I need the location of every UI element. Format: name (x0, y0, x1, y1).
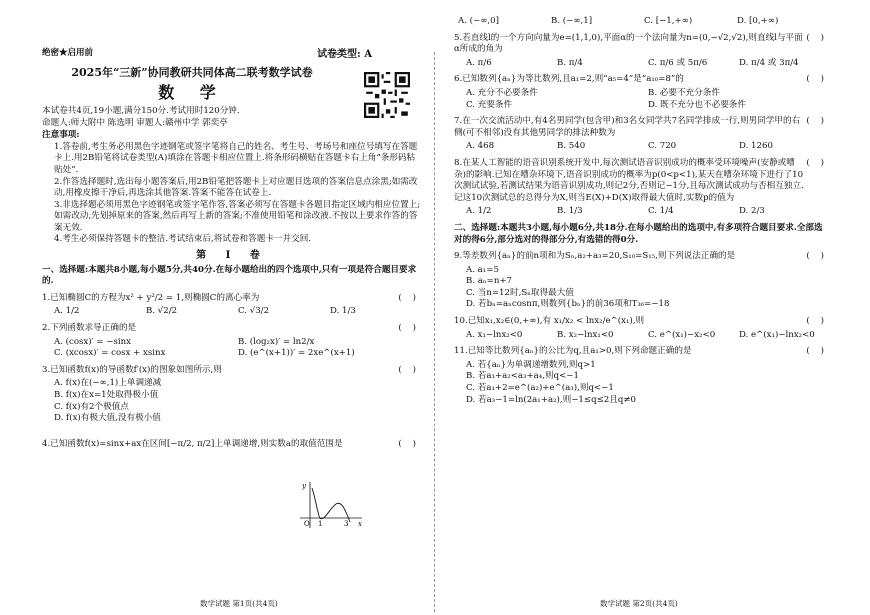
question-10: 10.已知x₁,x₂∈(0,+∞),有 x₁/x₂ < lnx₂/e^(x₁),则 ( ) (454, 316, 824, 327)
question-8: 8.在某人工智能的语音识别系统开发中,每次测试语音识别成功的概率受环境噪声(安静或嘈杂)的影响.已知在嘈杂环境下,语音识别成功的概率为p(0<p<1),某天在嘈杂环境下进行了10次测试试验,若测试结果为语音识别成功,则记2分,否则记−1分,且每次测试成功与否相互独立.记这10次测试总的总得分为X,则当E(X)+D(X)取得最大值时,实数p的值为 ( ) (454, 157, 824, 203)
option-c: C. 1/4 (648, 206, 674, 217)
option-d: D. 既不充分也不必要条件 (648, 99, 746, 110)
option-c: C. 当n=12时,Sₙ取得最大值 (466, 287, 574, 298)
paper-type: 试卷类型: A (317, 49, 372, 60)
option-b: B. f(x)在x=1处取得极小值 (54, 389, 159, 400)
note-4: 4.考生必须保持答题卡的整洁.考试结束后,将试卷和答题卡一并交回. (54, 234, 312, 245)
page-right (440, 0, 870, 615)
graph-y-label: y (302, 482, 306, 490)
confidential-label: 绝密★启用前 (42, 48, 94, 58)
option-d: D. [0,+∞) (737, 16, 779, 26)
question-3-options (42, 378, 292, 424)
page-divider (434, 52, 435, 612)
question-2-options (42, 337, 422, 360)
volume-title: 第 Ⅰ 卷 (196, 250, 268, 262)
qr-code-icon (364, 72, 410, 118)
option-a: A. x₁−lnx₂<0 (466, 329, 523, 340)
question-8-options (454, 206, 830, 218)
option-a: A. (cosx)′ = −sinx (54, 336, 131, 347)
question-11-options (454, 360, 830, 406)
section2-heading: 二、选择题:本题共3小题,每小题6分,共18分.在每小题给出的选项中,有多项符合题目要求.全部选对的得6分,部分选对的得部分分,有选错的得0分. (454, 222, 823, 245)
option-b: B. √2/2 (146, 306, 178, 317)
option-d: D. e^(x₁)−lnx₂<0 (739, 329, 815, 340)
option-d: D. f(x)有极大值,没有极小值 (54, 413, 161, 424)
question-4-options (454, 16, 830, 28)
question-4: 4.已知函数f(x)=sinx+ax在区间[−π/2, π/2]上单调递增,则实数a的取值范围是 ( ) (42, 438, 416, 449)
notes-title: 注意事项: (42, 130, 80, 141)
option-c: C. √3/2 (238, 306, 270, 317)
option-c: C. 720 (648, 141, 677, 152)
option-d: D. 若a₃−1=ln(2a₁+a₂),则−1≤q≤2且q≠0 (466, 394, 636, 405)
option-c: C. 充要条件 (466, 99, 513, 110)
option-a: A. 充分不必要条件 (466, 87, 538, 98)
question-6: 6.已知数列{aₙ}为等比数列,且a₁=2,则“a₅=4”是“a₁₀=8”的 ( ) (454, 74, 824, 85)
option-a: A. f(x)在(−∞,1)上单调递减 (54, 378, 162, 389)
option-b: B. π/4 (557, 57, 583, 68)
exam-info: 本试卷共4页,19小题,满分150分.考试用时120分钟. (42, 105, 240, 116)
graph-tick-1: 1 (318, 520, 323, 528)
option-d: D. 2/3 (739, 206, 765, 217)
note-3: 3.非选择题必须用黑色字迹钢笔或签字笔作答,答案必须写在答题卡各题目指定区域内相应位置上;如需改动,先划掉原来的答案,然后再写上新的答案;不准使用铅笔和涂改液.不按以上要求作答的答案无效. (54, 199, 421, 233)
header-row (42, 48, 372, 62)
option-d: D. π/4 或 3π/4 (739, 57, 799, 68)
question-7: 7.在一次交流活动中,有4名男同学(包含甲)和3名女同学共7名同学排成一行,则男同学甲的右侧(可不相邻)没有其他男同学的排法种数为 ( ) (454, 116, 824, 138)
question-10-options (454, 330, 830, 342)
graph-x-label: x (358, 520, 362, 528)
graph-tick-3: 3 (344, 520, 349, 528)
option-c: C. f(x)有2个极值点 (54, 401, 129, 412)
option-c: C. e^(x₁)−x₂<0 (648, 329, 716, 340)
question-1-options (42, 306, 422, 318)
question-3: 3.已知函数f(x)的导函数f′(x)的图象如图所示,则 ( ) (42, 364, 416, 375)
question-9-options (454, 265, 830, 311)
option-a: A. 1/2 (466, 206, 492, 217)
option-b: B. (−∞,1] (551, 16, 593, 26)
question-1: 1.已知椭圆C的方程为x² + y²/2 = 1,则椭圆C的离心率为 ( ) (42, 292, 416, 303)
option-b: B. (log₂x)′ = ln2/x (238, 336, 315, 347)
exam-setters: 命题人:师大附中 陈选明 审题人:赣州中学 郭奕亭 (42, 117, 228, 128)
option-b: B. 1/3 (557, 206, 583, 217)
option-b: B. x₂−lnx₁<0 (557, 329, 614, 340)
question-11: 11.已知等比数列{aₙ}的公比为q,且a₁>0,则下列命题正确的是 ( ) (454, 346, 824, 357)
graph-origin-label: O (304, 520, 310, 528)
exam-title: 2025年“三新”协同教研共同体高二联考数学试卷 (71, 65, 313, 79)
option-d: D. (e^(x+1))′ = 2xe^(x+1) (238, 348, 355, 359)
question-6-options (454, 88, 830, 111)
option-c: C. (xcosx)′ = cosx + xsinx (54, 348, 166, 359)
option-a: A. a₁=5 (466, 264, 499, 275)
question-9: 9.等差数列{aₙ}的前n项和为Sₙ,a₂+a₃=20,S₁₀=S₁₅,则下列说法正确的是 ( ) (454, 251, 824, 262)
option-d: D. 若bₙ=aₙcosnπ,则数列{bₙ}的前36项和T₃₆=−18 (466, 299, 670, 310)
page-footer: 数学试题 第2页(共4页) (600, 598, 678, 608)
option-b: B. aₙ=n+7 (466, 276, 513, 287)
question-5: 5.若直线l的一个方向向量为e=(1,1,0),平面α的一个法向量为n=(0,−√2,√2),则直线l与平面α所成的角为 ( ) (454, 32, 824, 55)
option-a: A. 1/2 (54, 306, 80, 317)
option-c: C. π/6 或 5π/6 (648, 57, 708, 68)
option-b: B. 必要不充分条件 (648, 87, 720, 98)
option-d: D. 1260 (739, 141, 773, 152)
subject-title: 数 学 (158, 83, 226, 103)
note-2: 2.作答选择题时,选出每小题答案后,用2B铅笔把答题卡上对应题目选项的答案信息点涂黑;如需改动,用橡皮擦干净后,再选涂其他答案.答案不能答在试卷上. (54, 176, 418, 199)
page-footer: 数学试题 第1页(共4页) (200, 598, 278, 608)
option-b: B. 若a₁+a₂<a₃+a₄,则q<−1 (466, 371, 579, 382)
option-d: D. 1/3 (330, 306, 356, 317)
derivative-graph (296, 480, 366, 530)
option-a: A. 若{aₙ}为单调递增数列,则q>1 (466, 359, 596, 370)
option-b: B. 540 (557, 141, 586, 152)
question-7-options (454, 141, 830, 153)
option-c: C. [−1,+∞) (644, 16, 693, 26)
option-a: A. π/6 (466, 57, 492, 68)
question-5-options (454, 58, 830, 70)
option-a: A. 468 (466, 141, 495, 152)
option-c: C. 若a₁+2=e^(a₂)+e^(a₃),则q<−1 (466, 383, 614, 394)
option-a: A. (−∞,0] (458, 16, 499, 26)
note-1: 1.答卷前,考生务必用黑色字迹钢笔或签字笔将自己的姓名、考生号、考场号和座位号填写在答题卡上.用2B铅笔将试卷类型(A)填涂在答题卡相应位置上.将条形码横贴在答题卡右上角“条形码粘贴处”. (54, 141, 418, 175)
question-2: 2.下列函数求导正确的是 ( ) (42, 322, 416, 333)
section1-heading: 一、选择题:本题共8小题,每小题5分,共40分.在每小题给出的四个选项中,只有一项是符合题目要求的. (42, 264, 417, 287)
